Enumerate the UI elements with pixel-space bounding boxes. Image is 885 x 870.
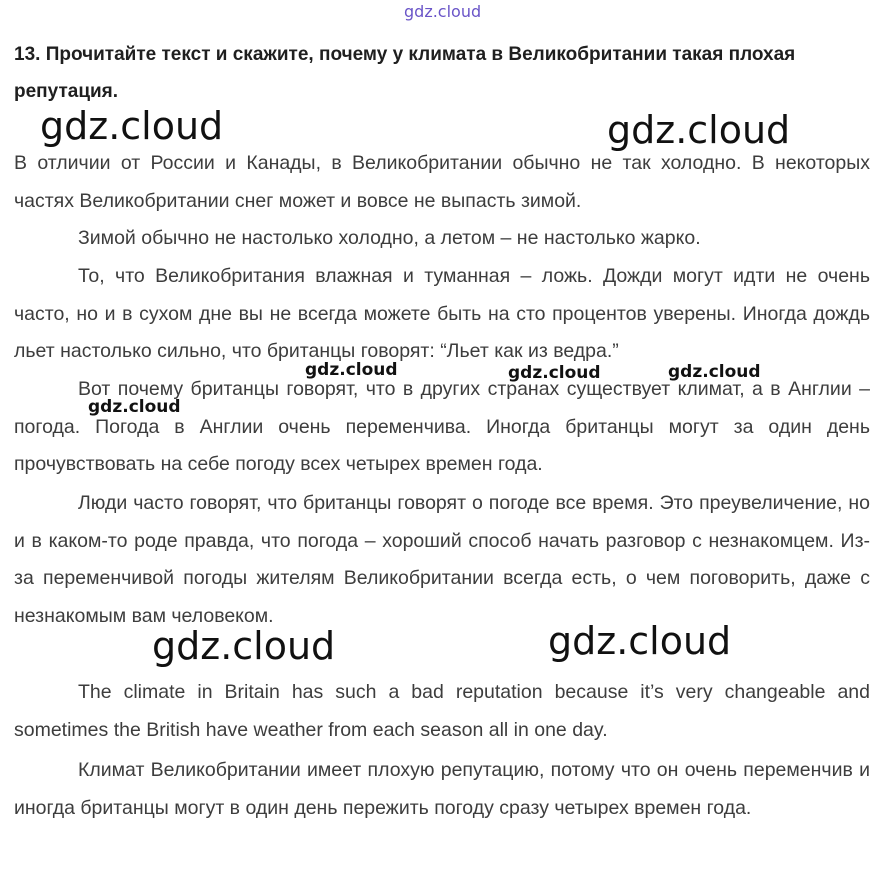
text-paragraph-4: Вот почему британцы говорят, что в других странах существует климат, а в Англии – погода. Погода в Англии очень переменчива. Иногда британцы могут за один день прочувствовать на себе погоду всех четырех времен года.: [14, 378, 870, 475]
watermark: gdz.cloud: [40, 104, 224, 148]
watermark-top: gdz.cloud: [404, 2, 482, 21]
watermark: gdz.cloud: [508, 363, 601, 383]
text-paragraph-3: То, что Великобритания влажная и туманная – ложь. Дожди могут идти не очень часто, но и в сухом дне вы не всегда можете быть на сто процентов уверены. Иногда дождь льет настолько сильно, что британцы говорят: “Льет как из ведра.”: [14, 265, 870, 362]
watermark: gdz.cloud: [88, 397, 181, 417]
task-title: 13. Прочитайте текст и скажите, почему у климата в Великобритании такая плохая репутация.: [14, 44, 796, 102]
answer-russian: Климат Великобритании имеет плохую репутацию, потому что он очень переменчив и иногда британцы могут в один день пережить погоду сразу четырех времен года.: [14, 759, 870, 819]
watermark: gdz.cloud: [668, 362, 761, 382]
watermark: gdz.cloud: [607, 108, 791, 152]
watermark: gdz.cloud: [152, 624, 336, 668]
text-paragraph-1: В отличии от России и Канады, в Великобритании обычно не так холодно. В некоторых частях Великобритании снег может и вовсе не выпасть зимой.: [14, 152, 870, 212]
watermark: gdz.cloud: [548, 619, 732, 663]
answer-english: The climate in Britain has such a bad reputation because it’s very changeable and sometimes the British have weather from each season all in one day.: [14, 681, 870, 741]
text-paragraph-5: Люди часто говорят, что британцы говорят о погоде все время. Это преувеличение, но и в каком-то роде правда, что погода – хороший способ начать разговор с незнакомцем. Из-за переменчивой погоды жителям Великобритании всегда есть, о чем поговорить, даже с незнакомым вам человеком.: [14, 492, 870, 627]
watermark: gdz.cloud: [305, 360, 398, 380]
text-paragraph-2: Зимой обычно не настолько холодно, а летом – не настолько жарко.: [78, 227, 701, 249]
